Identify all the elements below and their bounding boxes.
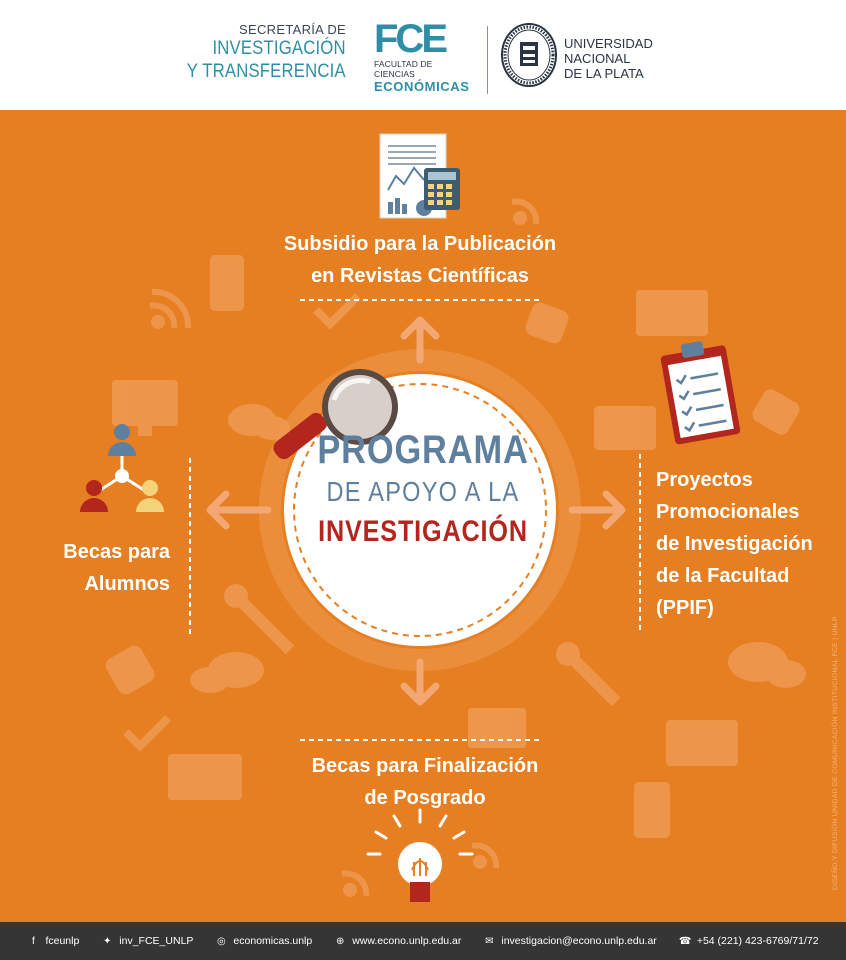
infographic-main	[0, 110, 846, 922]
bg-wrench-icon	[240, 600, 290, 650]
unlp-line3: DE LA PLATA	[564, 66, 644, 81]
ppif-label	[656, 464, 846, 624]
bottom-label-line1: Becas para Finalización	[311, 755, 539, 777]
footer-twitter[interactable]	[101, 935, 193, 947]
footer-twitter-text: inv_FCE_UNLP	[119, 935, 194, 947]
subsidio-publicacion-label	[250, 228, 590, 292]
footer-website-text: www.econo.unlp.edu.ar	[352, 935, 462, 947]
twitter-icon: ✦	[103, 935, 112, 947]
footer-email-text: investigacion@econo.unlp.edu.ar	[501, 935, 657, 947]
footer-facebook[interactable]	[27, 935, 79, 947]
secretaria-line2: Y TRANSFERENCIA	[186, 61, 346, 82]
facebook-icon: f	[32, 935, 35, 947]
right-label-line3: de Investigación	[656, 533, 813, 555]
mail-icon: ✉	[485, 935, 494, 947]
fce-logo	[374, 17, 470, 94]
unlp-line1: UNIVERSIDAD	[564, 36, 653, 51]
left-label-line2: Alumnos	[84, 573, 170, 595]
right-label-line5: (PPIF)	[656, 597, 714, 619]
document-chart-icon	[380, 134, 460, 218]
unlp-line2: NACIONAL	[564, 51, 631, 66]
top-label-line2: en Revistas Científicas	[311, 265, 529, 287]
footer-phone-text: +54 (221) 423-6769/71/72	[696, 935, 819, 947]
arrow-left-icon	[210, 494, 268, 526]
lightbulb-icon	[368, 810, 472, 902]
program-title-line3: INVESTIGACIÓN	[318, 515, 528, 548]
footer	[0, 922, 846, 960]
fce-subtitle-1: FACULTAD DE CIENCIAS	[374, 59, 433, 79]
footer-instagram[interactable]	[215, 935, 312, 947]
right-label-line4: de la Facultad	[656, 565, 790, 587]
secretaria-logo	[165, 22, 346, 83]
globe-icon: ⊕	[336, 935, 345, 947]
footer-phone[interactable]	[679, 935, 819, 947]
fce-logo-mark: FCE	[374, 17, 445, 61]
header	[0, 0, 846, 110]
clipboard-checklist-icon	[659, 337, 741, 445]
footer-instagram-text: economicas.unlp	[233, 935, 313, 947]
secretaria-line1: INVESTIGACIÓN	[212, 38, 346, 59]
becas-alumnos-label	[20, 536, 170, 600]
unlp-seal-icon	[500, 22, 558, 88]
people-network-icon	[80, 424, 164, 512]
footer-facebook-text: fceunlp	[45, 935, 80, 947]
design-credit-text: DISEÑO Y DIFUSIÓN UNIDAD DE COMUNICACIÓN INSTITUCIONAL FCE | UNLP	[832, 616, 839, 890]
design-credit	[832, 616, 842, 890]
becas-posgrado-label	[260, 750, 590, 814]
header-divider	[487, 26, 488, 94]
footer-email[interactable]	[483, 935, 656, 947]
instagram-icon: ◎	[217, 935, 226, 947]
top-label-line1: Subsidio para la Publicación	[283, 233, 557, 255]
unlp-name	[564, 36, 653, 81]
program-title	[286, 428, 560, 552]
fce-subtitle-2: ECONÓMICAS	[374, 79, 470, 94]
left-label-line1: Becas para	[63, 541, 170, 563]
footer-website[interactable]	[334, 935, 461, 947]
program-title-line1: PROGRAMA	[317, 428, 529, 472]
right-label-line2: Promocionales	[656, 501, 800, 523]
bg-phone-icon	[210, 255, 244, 311]
bg-wifi-icon	[151, 315, 165, 329]
phone-icon: ☎	[678, 935, 692, 947]
bottom-label-line2: de Posgrado	[364, 787, 486, 809]
bg-monitor-icon	[112, 380, 178, 426]
program-title-line2: DE APOYO A LA	[326, 476, 520, 507]
secretaria-small-text: SECRETARÍA DE	[239, 22, 346, 37]
right-label-line1: Proyectos	[656, 469, 753, 491]
